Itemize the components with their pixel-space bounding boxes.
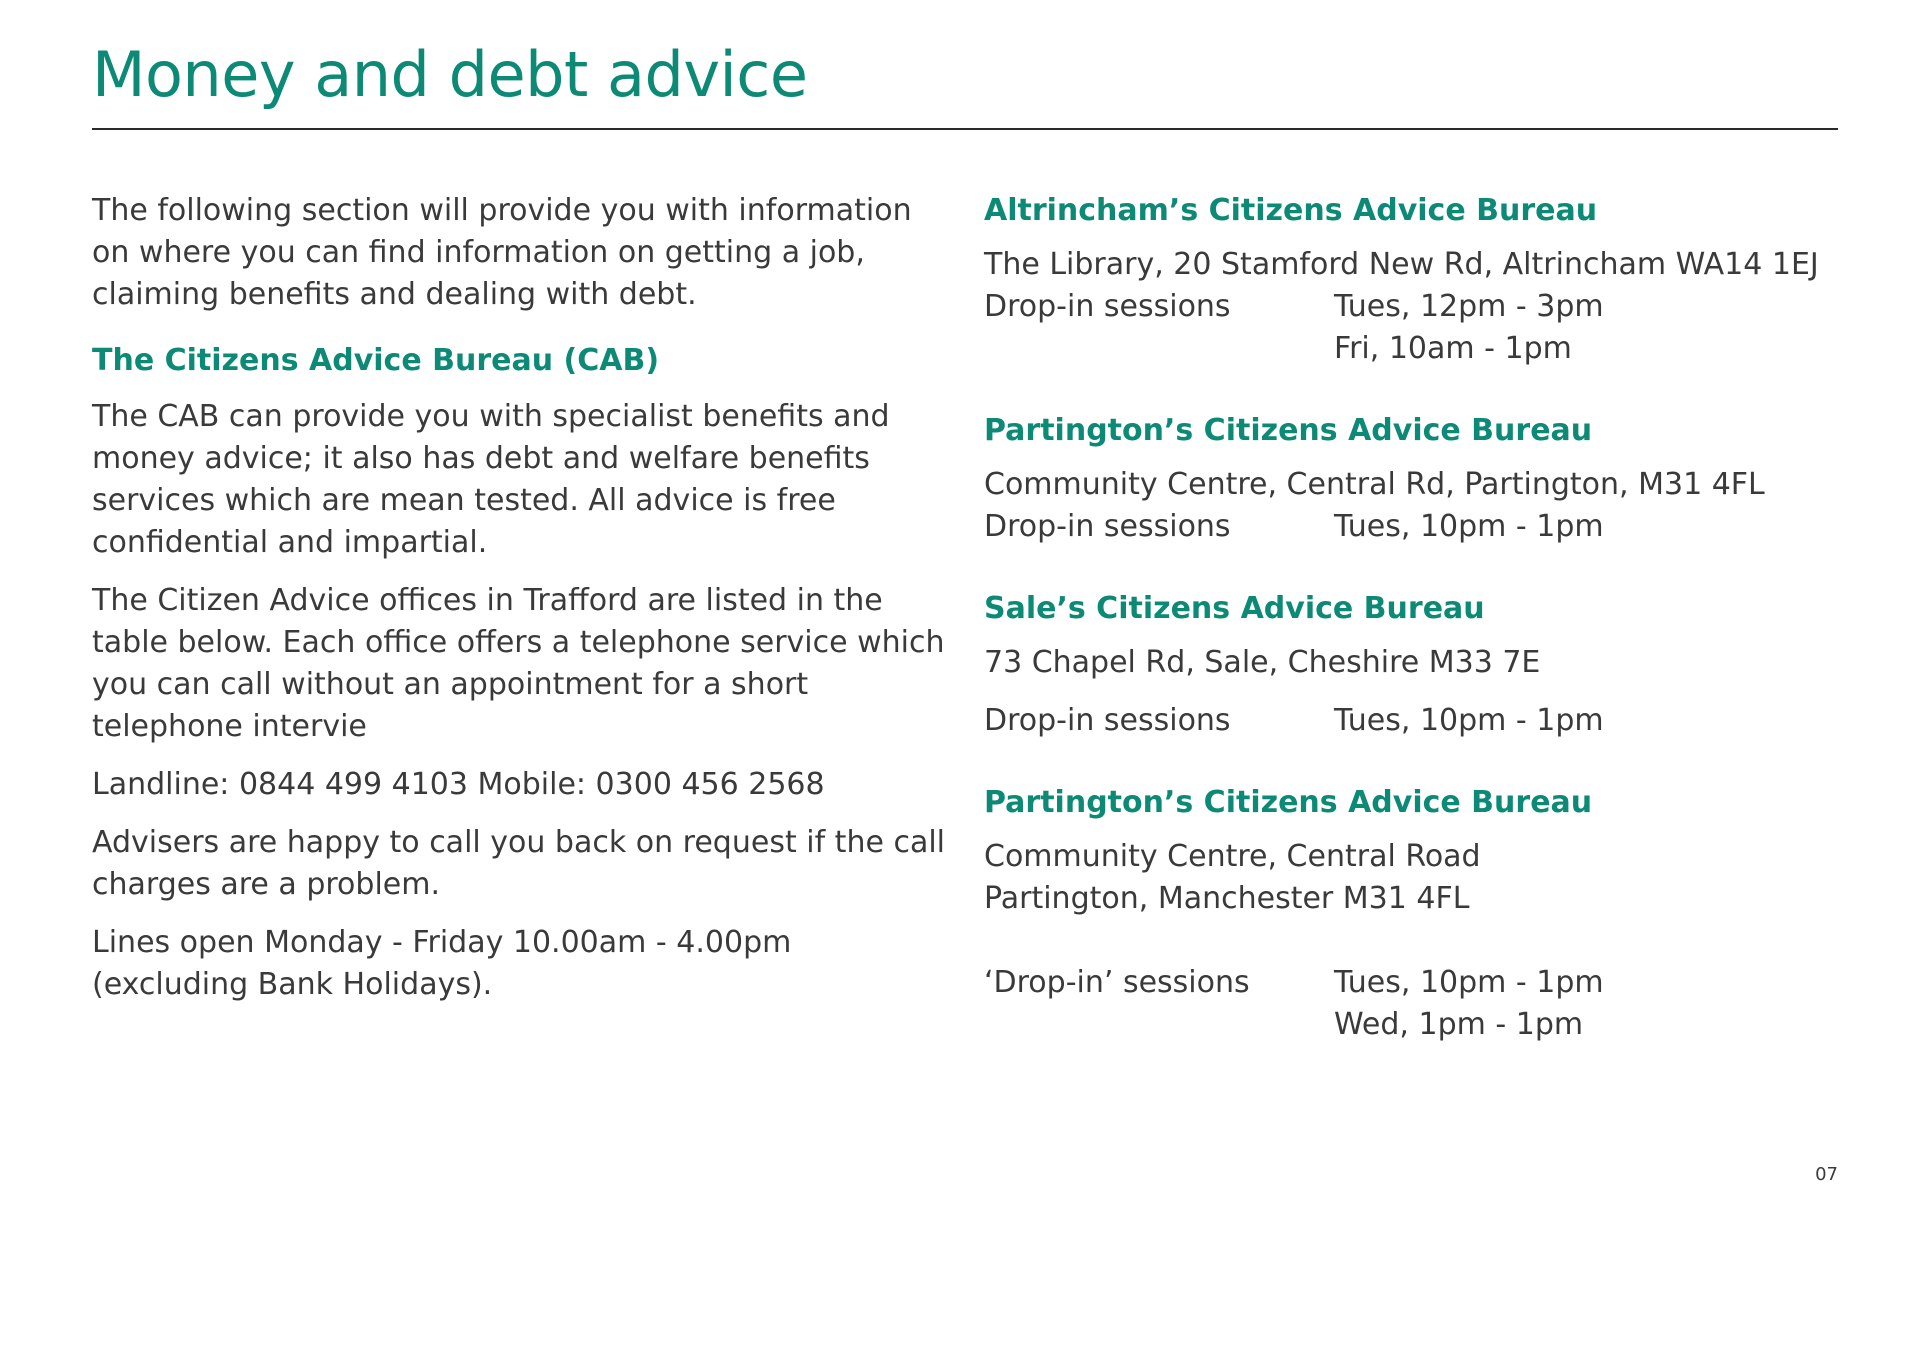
office-partington	[984, 410, 1844, 548]
session-time: Fri, 10am - 1pm	[1334, 331, 1572, 366]
office-heading: Partington’s Citizens Advice Bureau	[984, 785, 1593, 820]
office-sessions	[984, 700, 1844, 742]
cab-paragraph-services: The CAB can provide you with specialist benefits and money advice; it also has debt and welfare benefits services which are mean tested. All advice is free confidential and impartial.	[92, 399, 890, 560]
sessions-label: Drop-in sessions	[984, 509, 1231, 544]
title-divider	[92, 128, 1838, 130]
sessions-times	[1334, 962, 1604, 1046]
left-column	[92, 190, 952, 1006]
office-sessions	[984, 962, 1844, 1046]
office-partington-central-road	[984, 782, 1844, 1046]
office-address-line: Community Centre, Central Road	[984, 839, 1481, 874]
cab-heading: The Citizens Advice Bureau (CAB)	[92, 343, 660, 378]
cab-phone-numbers: Landline: 0844 499 4103 Mobile: 0300 456 2568	[92, 767, 825, 802]
page-title: Money and debt advice	[92, 38, 808, 111]
sessions-times	[1334, 506, 1604, 548]
office-heading: Partington’s Citizens Advice Bureau	[984, 413, 1593, 448]
office-address: The Library, 20 Stamford New Rd, Altrincham WA14 1EJ	[984, 247, 1819, 282]
office-address-line: Partington, Manchester M31 4FL	[984, 881, 1470, 916]
sessions-label: ‘Drop-in’ sessions	[984, 965, 1250, 1000]
sessions-times	[1334, 700, 1604, 742]
office-sale	[984, 588, 1844, 742]
session-time: Tues, 10pm - 1pm	[1334, 703, 1604, 738]
office-address: 73 Chapel Rd, Sale, Cheshire M33 7E	[984, 645, 1541, 680]
cab-opening-hours: Lines open Monday - Friday 10.00am - 4.00pm (excluding Bank Holidays).	[92, 925, 792, 1002]
office-sessions	[984, 286, 1844, 370]
page-number: 07	[1815, 1164, 1838, 1185]
intro-paragraph: The following section will provide you with information on where you can find information on getting a job, claiming benefits and dealing with debt.	[92, 193, 912, 312]
session-time: Tues, 12pm - 3pm	[1334, 289, 1604, 324]
office-heading: Altrincham’s Citizens Advice Bureau	[984, 193, 1598, 228]
sessions-label: Drop-in sessions	[984, 289, 1231, 324]
session-time: Wed, 1pm - 1pm	[1334, 1007, 1584, 1042]
sessions-label: Drop-in sessions	[984, 703, 1231, 738]
office-altrincham	[984, 190, 1844, 370]
cab-paragraph-offices: The Citizen Advice offices in Trafford are listed in the table below. Each office offers a telephone service which you can call without an appointment for a short telephone intervie	[92, 583, 945, 744]
session-time: Tues, 10pm - 1pm	[1334, 965, 1604, 1000]
session-time: Tues, 10pm - 1pm	[1334, 509, 1604, 544]
office-address: Community Centre, Central Rd, Partington, M31 4FL	[984, 467, 1765, 502]
office-heading: Sale’s Citizens Advice Bureau	[984, 591, 1485, 626]
sessions-times	[1334, 286, 1604, 370]
office-sessions	[984, 506, 1844, 548]
cab-callback-note: Advisers are happy to call you back on request if the call charges are a problem.	[92, 825, 945, 902]
right-column	[984, 190, 1844, 1086]
